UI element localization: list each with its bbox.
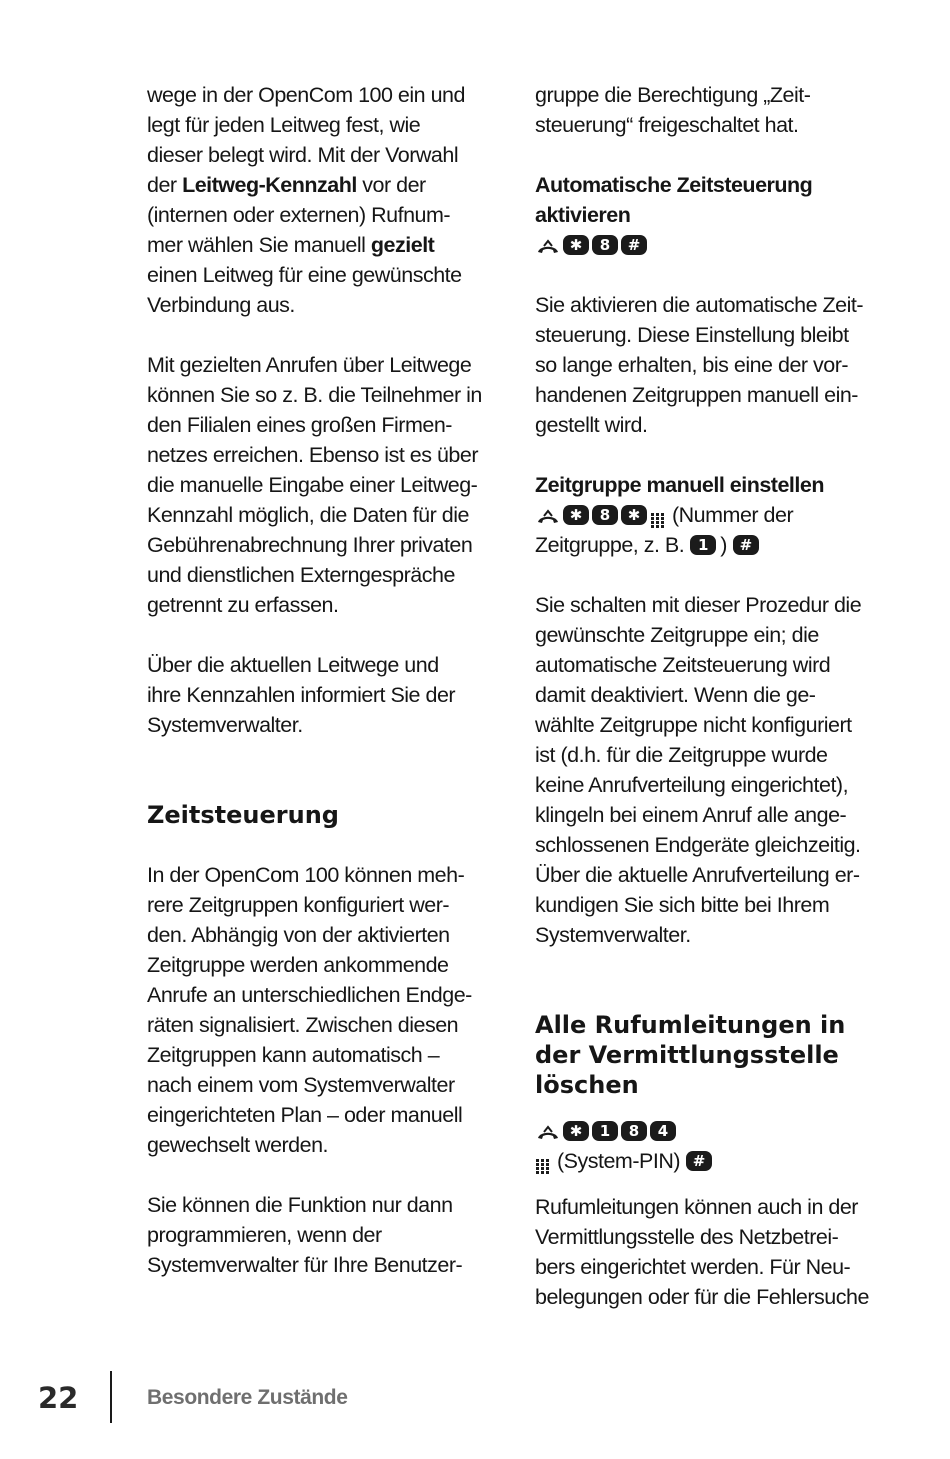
pin-hint-text: (System-PIN) bbox=[557, 1149, 680, 1173]
paragraph-line: gewünschte Zeitgruppe ein; die bbox=[535, 623, 819, 647]
paragraph-line: handenen Zeitgruppen manuell ein- bbox=[535, 383, 858, 407]
paragraph-line: legt für jeden Leitweg fest, wie bbox=[147, 113, 421, 137]
section-title: Besondere Zustände bbox=[147, 1386, 348, 1409]
left-column bbox=[147, 80, 492, 1280]
key-hash-icon: # bbox=[686, 1151, 712, 1171]
paragraph-line: kundigen Sie sich bitte bei Ihrem bbox=[535, 893, 830, 917]
paragraph-line: wählte Zeitgruppe nicht konfiguriert bbox=[535, 713, 852, 737]
keypad-icon bbox=[650, 507, 666, 523]
paragraph-line: Sie schalten mit dieser Prozedur die bbox=[535, 593, 862, 617]
handset-off-hook-icon bbox=[535, 1121, 561, 1141]
spacer bbox=[147, 770, 492, 800]
section-heading-zeitsteuerung: Zeitsteuerung bbox=[147, 801, 339, 829]
key-star-icon: ✱ bbox=[563, 1121, 589, 1141]
spacer bbox=[535, 950, 880, 980]
spacer bbox=[147, 830, 492, 860]
key-hash-icon: # bbox=[621, 235, 647, 255]
bold-term: Leitweg-Kennzahl bbox=[182, 173, 357, 197]
paragraph-line: ihre Kennzahlen informiert Sie der bbox=[147, 683, 456, 707]
paragraph-line: schlossenen Endgeräte gleichzeitig. bbox=[535, 833, 861, 857]
paragraph-line: Gebührenabrechnung Ihrer privaten bbox=[147, 533, 473, 557]
paragraph-line: Zeitgruppe werden ankommende bbox=[147, 953, 449, 977]
key-sequence-delete bbox=[535, 1116, 880, 1146]
paragraph-line: Sie aktivieren die automatische Zeit- bbox=[535, 293, 864, 317]
key-hash-icon: # bbox=[733, 535, 759, 555]
paragraph-line: Anrufe an unterschiedlichen Endge- bbox=[147, 983, 472, 1007]
paragraph-line: und dienstlichen Externgespräche bbox=[147, 563, 455, 587]
key-sequence-manual bbox=[535, 500, 880, 530]
paragraph-line: den Filialen eines großen Firmen- bbox=[147, 413, 452, 437]
paren-text: ) bbox=[720, 533, 727, 557]
spacer bbox=[147, 740, 492, 770]
paragraph-line: klingeln bei einem Anruf alle ange- bbox=[535, 803, 847, 827]
handset-off-hook-icon bbox=[535, 235, 561, 255]
paragraph-line: einen Leitweg für eine gewünschte bbox=[147, 263, 462, 287]
paragraph-line: Rufumleitungen können auch in der bbox=[535, 1195, 858, 1219]
bold-term: gezielt bbox=[370, 233, 435, 257]
spacer bbox=[535, 140, 880, 170]
paragraph-line: Systemverwalter für Ihre Benutzer- bbox=[147, 1253, 463, 1277]
paragraph-line: Verbindung aus. bbox=[147, 293, 295, 317]
paragraph-line: dieser belegt wird. Mit der Vorwahl bbox=[147, 143, 459, 167]
paragraph-line: den. Abhängig von der aktivierten bbox=[147, 923, 450, 947]
paragraph-line: Sie können die Funktion nur dann bbox=[147, 1193, 453, 1217]
spacer bbox=[535, 1176, 880, 1192]
key-1-icon: 1 bbox=[690, 535, 716, 555]
paragraph-line: gestellt wird. bbox=[535, 413, 648, 437]
paragraph-line: Über die aktuelle Anrufverteilung er- bbox=[535, 863, 860, 887]
paragraph-line: ist (d.h. für die Zeitgruppe wurde bbox=[535, 743, 828, 767]
spacer bbox=[535, 440, 880, 470]
key-8-icon: 8 bbox=[592, 235, 618, 255]
paragraph-line: netzes erreichen. Ebenso ist es über bbox=[147, 443, 478, 467]
key-star-icon: ✱ bbox=[563, 235, 589, 255]
key-sequence-delete-cont bbox=[535, 1146, 880, 1176]
handset-off-hook-icon bbox=[535, 505, 561, 525]
key-star-icon: ✱ bbox=[563, 505, 589, 525]
paragraph-line: bers eingerichtet werden. Für Neu- bbox=[535, 1255, 851, 1279]
paragraph-line: gruppe die Berechtigung „Zeit- bbox=[535, 83, 811, 107]
section-heading-rufumleitungen: der Vermittlungsstelle bbox=[535, 1041, 839, 1069]
spacer bbox=[147, 620, 492, 650]
spacer bbox=[147, 320, 492, 350]
paragraph-line: die manuelle Eingabe einer Leitweg- bbox=[147, 473, 478, 497]
section-heading-rufumleitungen: Alle Rufumleitungen in bbox=[535, 1011, 846, 1039]
paragraph-line: können Sie so z. B. die Teilnehmer in bbox=[147, 383, 482, 407]
paragraph-line: keine Anrufverteilung eingerichtet), bbox=[535, 773, 849, 797]
paragraph-line: räten signalisiert. Zwischen diesen bbox=[147, 1013, 459, 1037]
paragraph-line: (internen oder externen) Rufnum- bbox=[147, 203, 451, 227]
paragraph-line: programmieren, wenn der bbox=[147, 1223, 382, 1247]
manual-hint-text: (Nummer der bbox=[672, 503, 794, 527]
paragraph-line: damit deaktiviert. Wenn die ge- bbox=[535, 683, 816, 707]
manual-hint-text: Zeitgruppe, z. B. bbox=[535, 533, 685, 557]
paragraph-line: steuerung“ freigeschaltet hat. bbox=[535, 113, 799, 137]
subheading-automatic-time-control: Automatische Zeitsteuerung bbox=[535, 173, 813, 197]
subheading-automatic-time-control: aktivieren bbox=[535, 203, 631, 227]
key-8-icon: 8 bbox=[621, 1121, 647, 1141]
keypad-icon bbox=[535, 1153, 551, 1169]
footer-divider bbox=[110, 1371, 112, 1423]
paragraph-line: Systemverwalter. bbox=[535, 923, 691, 947]
right-column bbox=[535, 80, 880, 1312]
spacer bbox=[147, 1160, 492, 1190]
key-1-icon: 1 bbox=[592, 1121, 618, 1141]
key-star-icon: ✱ bbox=[621, 505, 647, 525]
paragraph-line: Vermittlungsstelle des Netzbetrei- bbox=[535, 1225, 839, 1249]
paragraph-line: gewechselt werden. bbox=[147, 1133, 329, 1157]
text-run: mer wählen Sie manuell bbox=[147, 233, 371, 257]
paragraph-line: Mit gezielten Anrufen über Leitwege bbox=[147, 353, 472, 377]
key-4-icon: 4 bbox=[650, 1121, 676, 1141]
paragraph-line: Kennzahl möglich, die Daten für die bbox=[147, 503, 469, 527]
spacer bbox=[535, 560, 880, 590]
spacer bbox=[535, 260, 880, 290]
section-heading-rufumleitungen: löschen bbox=[535, 1071, 639, 1099]
subheading-manual-time-group: Zeitgruppe manuell einstellen bbox=[535, 473, 824, 497]
paragraph-line: automatische Zeitsteuerung wird bbox=[535, 653, 831, 677]
paragraph-line bbox=[147, 170, 492, 200]
key-sequence-manual-cont bbox=[535, 530, 880, 560]
paragraph-line: nach einem vom Systemverwalter bbox=[147, 1073, 455, 1097]
page-number: 22 bbox=[38, 1381, 79, 1415]
paragraph-line: so lange erhalten, bis eine der vor- bbox=[535, 353, 849, 377]
paragraph-line: steuerung. Diese Einstellung bleibt bbox=[535, 323, 849, 347]
paragraph-line: Systemverwalter. bbox=[147, 713, 303, 737]
key-sequence-automatic bbox=[535, 230, 880, 260]
paragraph-line: eingerichteten Plan – oder manuell bbox=[147, 1103, 463, 1127]
paragraph-line: getrennt zu erfassen. bbox=[147, 593, 339, 617]
paragraph-line: wege in der OpenCom 100 ein und bbox=[147, 83, 465, 107]
paragraph-line: belegungen oder für die Fehlersuche bbox=[535, 1285, 869, 1309]
spacer bbox=[535, 1100, 880, 1116]
text-run: vor der bbox=[356, 173, 426, 197]
paragraph-line bbox=[147, 230, 492, 260]
text-run: der bbox=[147, 173, 183, 197]
paragraph-line: In der OpenCom 100 können meh- bbox=[147, 863, 465, 887]
paragraph-line: rere Zeitgruppen konfiguriert wer- bbox=[147, 893, 450, 917]
paragraph-line: Zeitgruppen kann automatisch – bbox=[147, 1043, 440, 1067]
spacer bbox=[535, 980, 880, 1010]
key-8-icon: 8 bbox=[592, 505, 618, 525]
paragraph-line: Über die aktuellen Leitwege und bbox=[147, 653, 439, 677]
